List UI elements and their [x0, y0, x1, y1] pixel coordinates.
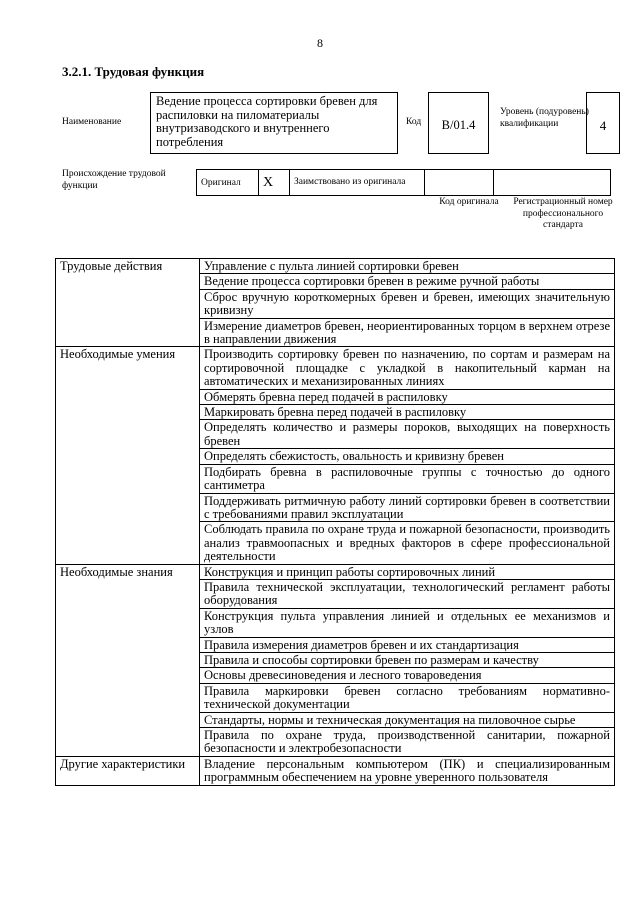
- table-row: [56, 259, 615, 274]
- knowledge-item: Правила и способы сортировки бревен по размерам и качеству: [200, 652, 615, 667]
- table-row: [56, 756, 615, 785]
- knowledge-item: Правила по охране труда, производственной санитарии, пожарной безопасности и электробезопасности: [200, 728, 615, 757]
- origin-table: [196, 169, 611, 196]
- knowledge-item: Основы древесиноведения и лесного товароведения: [200, 668, 615, 683]
- origin-original-mark: X: [259, 170, 290, 196]
- table-row: [56, 564, 615, 579]
- function-name-box: Ведение процесса сортировки бревен для распиловки на пиломатериалы внутризаводского и внутреннего потребления: [150, 92, 398, 154]
- labor-action-item: Измерение диаметров бревен, неориентированных торцом в верхнем отрезе в направлении движения: [200, 318, 615, 347]
- origin-code-cell: [425, 170, 494, 196]
- knowledge-header: Необходимые знания: [56, 564, 200, 756]
- labor-action-item: Управление с пульта линией сортировки бревен: [200, 259, 615, 274]
- qualification-level-label: Уровень (подуровень) квалификации: [500, 107, 589, 129]
- labor-action-item: Сброс вручную короткомерных бревен и бревен, имеющих значительную кривизну: [200, 289, 615, 318]
- other-characteristics-header: Другие характеристики: [56, 756, 200, 785]
- skill-item: Определять количество и размеры пороков, выходящих на поверхность бревен: [200, 420, 615, 449]
- knowledge-item: Конструкция пульта управления линией и отдельных ее механизмов и узлов: [200, 608, 615, 637]
- origin-label: Происхождение трудовой функции: [62, 169, 166, 191]
- origin-original-label: Оригинал: [197, 170, 259, 196]
- qualification-level-box: 4: [586, 92, 620, 154]
- origin-reg-number-cell: [494, 170, 611, 196]
- knowledge-item: Стандарты, нормы и техническая документация на пиловочное сырье: [200, 712, 615, 727]
- origin-borrowed-label: Заимствовано из оригинала: [290, 170, 425, 196]
- skill-item: Производить сортировку бревен по назначению, по сортам и размерам на сортировочной площадке с укладкой в накопительный карман на автоматических и механизированных линиях: [200, 347, 615, 389]
- skill-item: Маркировать бревна перед подачей в распиловку: [200, 405, 615, 420]
- skill-item: Соблюдать правила по охране труда и пожарной безопасности, производить анализ травмоопасных и вредных факторов в сфере профессиональной деятельности: [200, 522, 615, 564]
- name-label: Наименование: [62, 117, 122, 127]
- original-code-caption: Код оригинала: [439, 197, 499, 207]
- skill-item: Поддерживать ритмичную работу линий сортировки бревен в соответствии с требованиями правил эксплуатации: [200, 493, 615, 522]
- page-number: 8: [317, 36, 323, 50]
- skill-item: Определять сбежистость, овальность и кривизну бревен: [200, 449, 615, 464]
- section-title: 3.2.1. Трудовая функция: [62, 64, 205, 79]
- skill-item: Обмерять бревна перед подачей в распиловку: [200, 389, 615, 404]
- knowledge-item: Правила измерения диаметров бревен и их стандартизация: [200, 637, 615, 652]
- skills-header: Необходимые умения: [56, 347, 200, 564]
- skill-item: Подбирать бревна в распиловочные группы с точностью до одного сантиметра: [200, 464, 615, 493]
- reg-number-caption: Регистрационный номер профессионального стандарта: [513, 197, 613, 230]
- knowledge-item: Правила маркировки бревен согласно требованиям нормативно-технической документации: [200, 683, 615, 712]
- table-row: [56, 347, 615, 389]
- other-characteristics-item: Владение персональным компьютером (ПК) и специализированным программным обеспечением на уровне уверенного пользователя: [200, 756, 615, 785]
- knowledge-item: Правила технической эксплуатации, технологический регламент работы оборудования: [200, 579, 615, 608]
- knowledge-item: Конструкция и принцип работы сортировочных линий: [200, 564, 615, 579]
- labor-actions-header: Трудовые действия: [56, 259, 200, 347]
- function-code-box: B/01.4: [428, 92, 489, 154]
- code-label: Код: [406, 117, 422, 127]
- labor-function-table: [55, 258, 615, 786]
- labor-action-item: Ведение процесса сортировки бревен в режиме ручной работы: [200, 274, 615, 289]
